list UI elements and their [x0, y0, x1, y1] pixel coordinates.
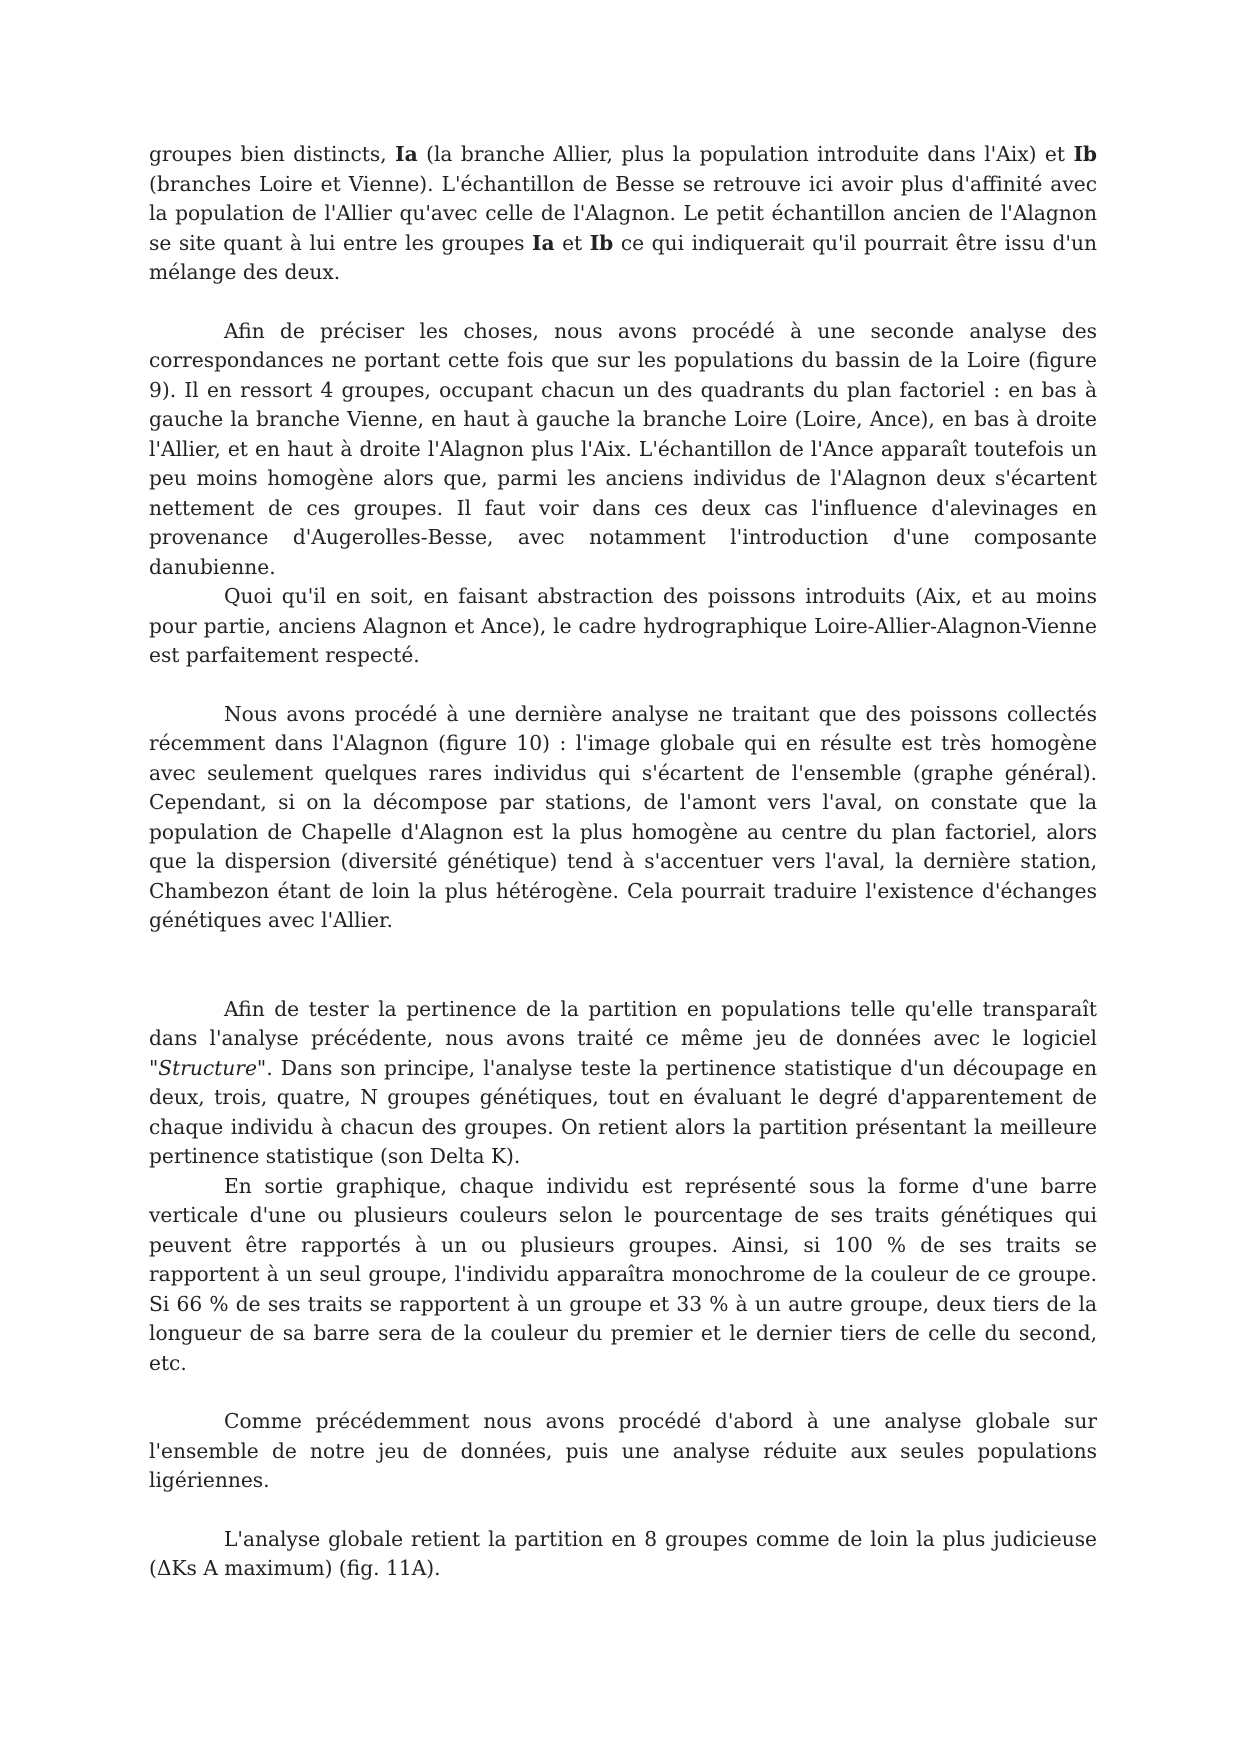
text-run-italic: Structure: [158, 1055, 257, 1080]
text-run: Comme précédemment nous avons procédé d'abord à une analyse globale sur l'ensemble de notre jeu de données, puis une analyse réduite aux seules populations ligériennes.: [149, 1409, 1097, 1492]
text-run-bold: Ia: [532, 230, 555, 255]
text-run: (branches Loire et Vienne). L'échantillon de Besse se retrouve ici avoir plus d'affinité avec la population de l'Allier qu'avec celle de l'Alagnon. Le petit échantillon ancien de l'Alagnon se site quant à lui entre les groupes: [149, 171, 1097, 255]
text-run: groupes bien distincts,: [149, 142, 396, 166]
paragraph-8: [149, 1525, 1097, 1584]
text-run-bold: Ib: [589, 230, 614, 255]
text-run: (la branche Allier, plus la population introduite dans l'Aix) et: [417, 142, 1074, 166]
text-run: ce qui indiquerait qu'il pourrait être issu d'un mélange des deux.: [149, 230, 1097, 284]
paragraph-4: [149, 700, 1097, 936]
text-run: Afin de tester la pertinence de la partition en populations telle qu'elle transparaît dans l'analyse précédente, nous avons traité ce même jeu de données avec le logiciel ": [149, 996, 1097, 1080]
paragraph-5: [149, 995, 1097, 1172]
text-run: Quoi qu'il en soit, en faisant abstraction des poissons introduits (Aix, et au moins pour partie, anciens Alagnon et Ance), le cadre hydrographique Loire-Allier-Alagnon-Vienne est parfaitement respecté.: [149, 584, 1097, 667]
text-run: En sortie graphique, chaque individu est représenté sous la forme d'une barre verticale d'une ou plusieurs couleurs selon le pourcentage de ses traits génétiques qui peuvent être rapportés à un ou plusieurs groupes. Ainsi, si 100 % de ses traits se rapportent à un seul groupe, l'individu apparaîtra monochrome de la couleur de ce groupe. Si 66 % de ses traits se rapportent à un groupe et 33 % à un autre groupe, deux tiers de la longueur de sa barre sera de la couleur du premier et le dernier tiers de celle du second, etc.: [149, 1173, 1097, 1375]
text-run: et: [554, 230, 590, 255]
document-page: [149, 140, 1097, 1584]
paragraph-1: [149, 140, 1097, 288]
paragraph-2: [149, 317, 1097, 583]
text-run-bold: Ib: [1073, 142, 1097, 166]
paragraph-7: [149, 1407, 1097, 1496]
text-run-bold: Ia: [395, 142, 418, 166]
text-run: ". Dans son principe, l'analyse teste la pertinence statistique d'un découpage en deux, trois, quatre, N groupes génétiques, tout en évaluant le degré d'apparentement de chaque individu à chacun des groupes. On retient alors la partition présentant la meilleure pertinence statistique (son Delta K).: [149, 1055, 1097, 1168]
text-run: Afin de préciser les choses, nous avons procédé à une seconde analyse des correspondances ne portant cette fois que sur les populations du bassin de la Loire (figure 9). Il en ressort 4 groupes, occupant chacun un des quadrants du plan factoriel : en bas à gauche la branche Vienne, en haut à gauche la branche Loire (Loire, Ance), en bas à droite l'Allier, et en haut à droite l'Alagnon plus l'Aix. L'échantillon de l'Ance apparaît toutefois un peu moins homogène alors que, parmi les anciens individus de l'Alagnon deux s'écartent nettement de ces groupes. Il faut voir dans ces deux cas l'influence d'alevinages en provenance d'Augerolles-Besse, avec notamment l'introduction d'une composante danubienne.: [149, 318, 1097, 579]
text-run: Nous avons procédé à une dernière analyse ne traitant que des poissons collectés récemment dans l'Alagnon (figure 10) : l'image globale qui en résulte est très homogène avec seulement quelques rares individus qui s'écartent de l'ensemble (graphe général). Cependant, si on la décompose par stations, de l'amont vers l'aval, on constate que la population de Chapelle d'Alagnon est la plus homogène au centre du plan factoriel, alors que la dispersion (diversité génétique) tend à s'accentuer vers l'aval, la dernière station, Chambezon étant de loin la plus hétérogène. Cela pourrait traduire l'existence d'échanges génétiques avec l'Allier.: [149, 701, 1097, 932]
text-run: L'analyse globale retient la partition en 8 groupes comme de loin la plus judicieuse (ΔKs A maximum) (fig. 11A).: [149, 1526, 1097, 1580]
paragraph-6: [149, 1172, 1097, 1379]
paragraph-3: [149, 582, 1097, 671]
